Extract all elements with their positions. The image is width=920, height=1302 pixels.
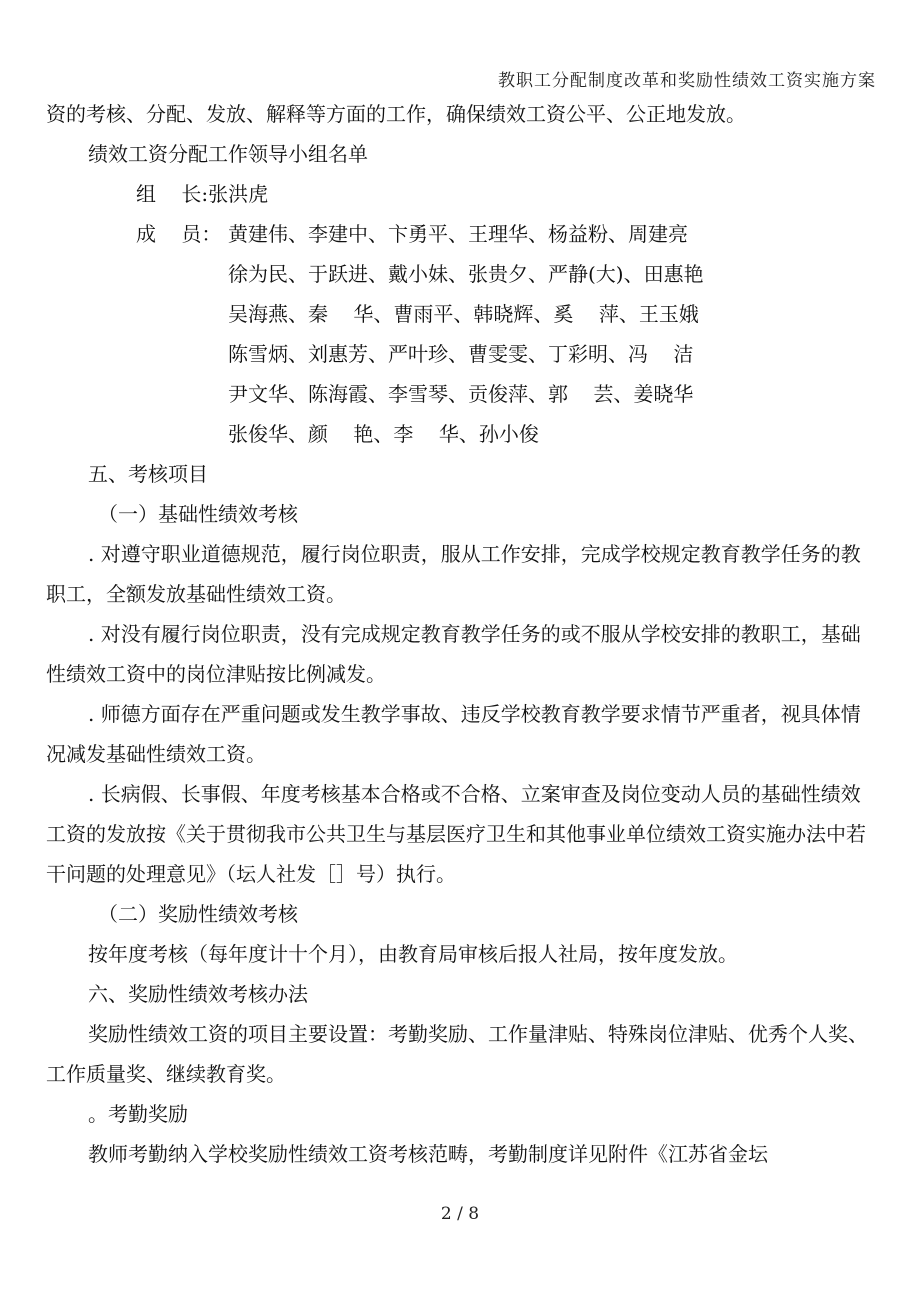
members-label: 成 员：	[136, 222, 222, 246]
intro-paragraph: 资的考核、分配、发放、解释等方面的工作，确保绩效工资公平、公正地发放。	[46, 102, 746, 126]
group-leader-line: 组 长:张洪虎	[136, 182, 269, 206]
members-line: 黄建伟、李建中、卞勇平、王理华、杨益粉、周建亮	[228, 222, 688, 246]
members-line: 张俊华、颜 艳、李 华、孙小俊	[228, 422, 539, 446]
members-list	[228, 214, 878, 454]
section-heading-6: 六、奖励性绩效考核办法	[88, 982, 308, 1006]
members-line: 吴海燕、秦 华、曹雨平、韩晓辉、奚 萍、王玉娥	[228, 302, 699, 326]
members-line: 尹文华、陈海霞、李雪琴、贡俊萍、郭 芸、姜晓华	[228, 382, 694, 406]
members-line: 徐为民、于跃进、戴小妹、张贵夕、严静(大)、田惠艳	[228, 262, 704, 286]
page-number: 2 / 8	[440, 1204, 480, 1224]
paragraph-item-g: 。考勤奖励	[88, 1102, 188, 1126]
document-body	[46, 94, 878, 1174]
paragraph-item-h: 教师考勤纳入学校奖励性绩效工资考核范畴，考勤制度详见附件《江苏省金坛	[88, 1142, 768, 1166]
paragraph-item-b: . 对没有履行岗位职责，没有完成规定教育教学任务的或不服从学校安排的教职工，基础性绩效工资中的岗位津贴按比例减发。	[46, 622, 861, 686]
paragraph-item-c: . 师德方面存在严重问题或发生教学事故、违反学校教育教学要求情节严重者，视具体情况减发基础性绩效工资。	[46, 702, 861, 766]
paragraph-item-e: 按年度考核（每年度计十个月），由教育局审核后报人社局，按年度发放。	[88, 942, 738, 966]
section-heading-5: 五、考核项目	[88, 462, 208, 486]
leadership-list-title: 绩效工资分配工作领导小组名单	[88, 142, 368, 166]
subsection-heading-2: （二）奖励性绩效考核	[98, 902, 298, 926]
group-members	[46, 214, 878, 454]
paragraph-item-a: . 对遵守职业道德规范，履行岗位职责，服从工作安排，完成学校规定教育教学任务的教职工，全额发放基础性绩效工资。	[46, 542, 861, 606]
subsection-heading-1: （一）基础性绩效考核	[98, 502, 298, 526]
paragraph-item-f: 奖励性绩效工资的项目主要设置：考勤奖励、工作量津贴、特殊岗位津贴、优秀个人奖、工作质量奖、继续教育奖。	[46, 1022, 868, 1086]
paragraph-item-d: . 长病假、长事假、年度考核基本合格或不合格、立案审查及岗位变动人员的基础性绩效工资的发放按《关于贯彻我市公共卫生与基层医疗卫生和其他事业单位绩效工资实施办法中若干问题的处理意见》（坛人社发［］号）执行。	[46, 782, 866, 886]
page-header-title: 教职工分配制度改革和奖励性绩效工资实施方案	[498, 71, 876, 91]
members-line: 陈雪炳、刘惠芳、严叶珍、曹雯雯、丁彩明、冯 洁	[228, 342, 694, 366]
